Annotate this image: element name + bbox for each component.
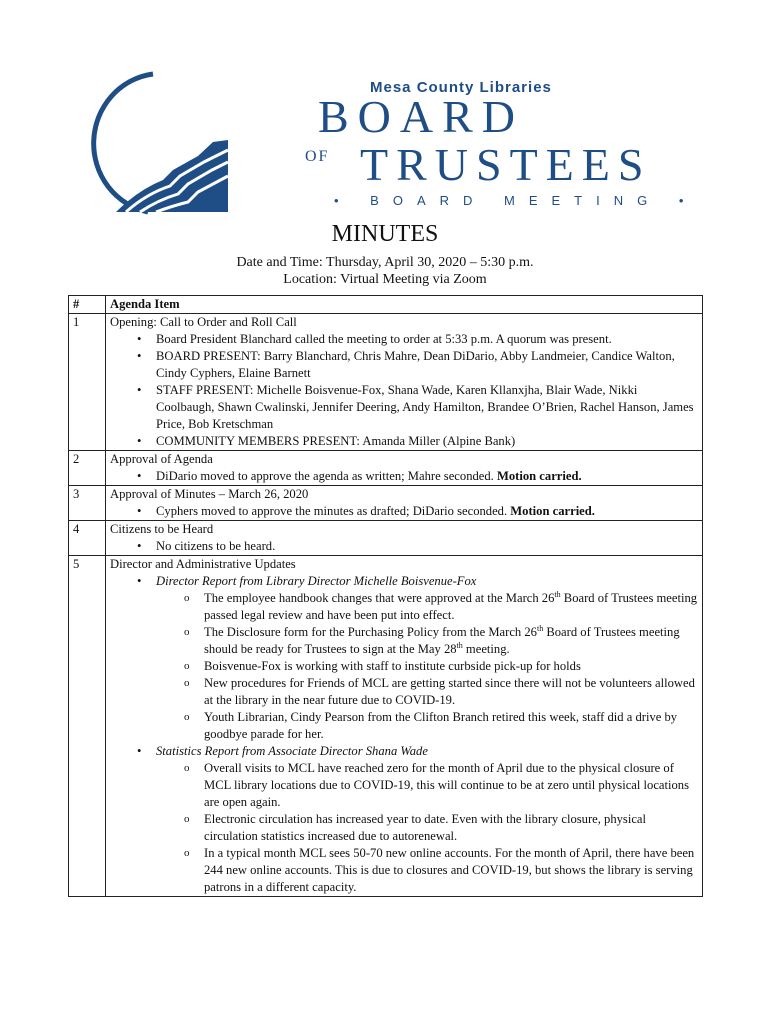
list-item: • No citizens to be heard.: [156, 538, 698, 555]
sub-list-item: o Overall visits to MCL have reached zero for the month of April due to the physical closure of MCL library locations due to COVID-19, this will continue to be at zero until physical locations are open again.: [204, 760, 698, 811]
list-item: • Board President Blanchard called the meeting to order at 5:33 p.m. A quorum was present.: [156, 331, 698, 348]
sub-list-item: [204, 624, 698, 658]
motion-text: DiDario moved to approve the agenda as written; Mahre seconded.: [156, 469, 494, 483]
list-item: [156, 743, 698, 896]
sub-list: [156, 760, 698, 896]
row-item: [106, 556, 703, 897]
bullet-list: [110, 538, 698, 555]
board-logo: [78, 70, 698, 220]
table-row: [69, 556, 703, 897]
item-title: Approval of Minutes – March 26, 2020: [110, 487, 309, 501]
sub-list-item: o Electronic circulation has increased year to date. Even with the library closure, physical circulation statistics increased due to autorenewal.: [204, 811, 698, 845]
row-num: 1: [69, 314, 106, 451]
table-header-row: [69, 296, 703, 314]
text-part: meeting.: [462, 642, 510, 656]
item-title: Director and Administrative Updates: [110, 557, 296, 571]
date-time: Date and Time: Thursday, April 30, 2020 – 5:30 p.m.: [236, 255, 534, 270]
text-part: The Disclosure form for the Purchasing Policy from the March 26: [204, 625, 537, 639]
bullet-list: [110, 573, 698, 896]
text-part: The employee handbook changes that were approved at the March 26: [204, 591, 555, 605]
table-row: [69, 521, 703, 556]
table-row: [69, 314, 703, 451]
row-num: 2: [69, 451, 106, 486]
motion-result: Motion carried.: [510, 504, 595, 518]
col-num-header: #: [69, 296, 106, 314]
item-title: Opening: Call to Order and Roll Call: [110, 315, 297, 329]
location: Location: Virtual Meeting via Zoom: [283, 272, 487, 287]
table-row: [69, 486, 703, 521]
text-part: Board of Trustees meeting should be ready for Trustees to sign at the May 28: [204, 625, 680, 656]
brand-trustees: TRUSTEES: [360, 139, 652, 190]
row-num: 3: [69, 486, 106, 521]
section-title: Statistics Report from Associate Director Shana Wade: [156, 744, 428, 758]
row-num: 5: [69, 556, 106, 897]
motion-result: Motion carried.: [496, 469, 582, 483]
library-emblem-icon: [78, 70, 238, 220]
brand-board: BOARD: [318, 91, 525, 142]
bullet-list: [110, 503, 698, 520]
row-item: [106, 314, 703, 451]
list-item: [156, 503, 698, 520]
sub-list-item: o New procedures for Friends of MCL are getting started since there will not be volunteers allowed at the library in the near future due to COVID-19.: [204, 675, 698, 709]
sub-list-item: o Boisvenue-Fox is working with staff to institute curbside pick-up for holds: [204, 658, 698, 675]
list-item: • COMMUNITY MEMBERS PRESENT: Amanda Miller (Alpine Bank): [156, 433, 698, 450]
sub-list-item: o In a typical month MCL sees 50-70 new online accounts. For the month of April, there have been 244 new online accounts. This is due to closures and COVID-19, but shows the library is serving patrons in a different capacity.: [204, 845, 698, 896]
bullet-list: [110, 468, 698, 485]
org-name: Mesa County Libraries: [370, 79, 552, 96]
bullet-list: [110, 331, 698, 450]
brand-meeting: • BOARD MEETING •: [334, 193, 698, 208]
item-title: Citizens to be Heard: [110, 522, 214, 536]
row-item: [106, 521, 703, 556]
motion-text: Cyphers moved to approve the minutes as drafted; DiDario seconded.: [156, 504, 508, 518]
brand-of: OF: [305, 148, 330, 165]
superscript: th: [554, 589, 561, 599]
list-item: [156, 573, 698, 743]
row-num: 4: [69, 521, 106, 556]
list-item: • BOARD PRESENT: Barry Blanchard, Chris Mahre, Dean DiDario, Abby Landmeier, Candice Walton, Cindy Cyphers, Elaine Barnett: [156, 348, 698, 382]
row-item: [106, 486, 703, 521]
list-item: [156, 468, 698, 485]
sub-list-item: [204, 590, 698, 624]
sub-list-item: o Youth Librarian, Cindy Pearson from the Clifton Branch retired this week, staff did a drive by goodbye parade for her.: [204, 709, 698, 743]
table-row: [69, 451, 703, 486]
col-item-header: Agenda Item: [106, 296, 703, 314]
superscript: th: [536, 623, 544, 633]
page-title: MINUTES: [331, 221, 439, 247]
superscript: th: [456, 640, 463, 650]
list-item: • STAFF PRESENT: Michelle Boisvenue-Fox, Shana Wade, Karen Kllanxjha, Blair Wade, Nikki Coolbaugh, Shawn Cwalinski, Jennifer Deering, Andy Hamilton, Brandee O’Brien, Rachel Hanson, James Price, Bob Kretschman: [156, 382, 698, 433]
sub-list: [156, 590, 698, 743]
agenda-table: [68, 295, 703, 897]
row-item: [106, 451, 703, 486]
section-title: Director Report from Library Director Michelle Boisvenue-Fox: [156, 574, 477, 588]
item-title: Approval of Agenda: [110, 452, 213, 466]
text-part: Board of Trustees meeting passed legal review and have been put into effect.: [204, 591, 698, 622]
